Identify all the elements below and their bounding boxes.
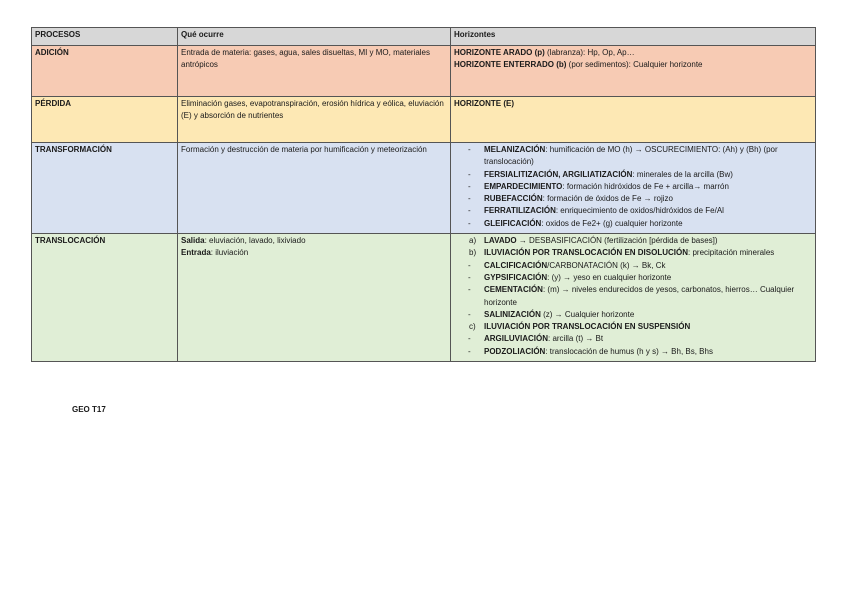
list-item: - FERRATILIZACIÓN: enriquecimiento de oxidos/hidróxidos de Fe/Al xyxy=(468,206,724,216)
item-marker: c) xyxy=(469,322,476,332)
horizontes-translocacion xyxy=(451,234,816,362)
item-text: : (m) → niveles endurecidos de yesos, carbonatos, hierros… Cualquier horizonte xyxy=(484,285,795,307)
footer-label: GEO T17 xyxy=(72,405,106,414)
horizonte-text: (labranza): Hp, Op, Ap… xyxy=(544,48,635,57)
item-marker: - xyxy=(468,272,471,282)
horizontes-transformacion xyxy=(451,143,816,234)
item-bold: MELANIZACIÓN xyxy=(484,145,546,154)
item-text: /CARBONATACIÓN (k) → Bk, Ck xyxy=(547,260,666,270)
item-text: : humificación de MO (h) → OSCURECIMIENTO: (Ah) y (Bh) (por translocación) xyxy=(484,145,778,167)
translocacion-list xyxy=(454,235,812,358)
list-item: - MELANIZACIÓN: humificación de MO (h) → OSCURECIMIENTO: (Ah) y (Bh) (por translocación) xyxy=(468,145,778,167)
item-marker: b) xyxy=(469,248,477,258)
processes-table xyxy=(31,27,816,362)
list-item xyxy=(454,309,812,321)
list-item xyxy=(454,284,812,309)
item-text: : formación de óxidos de Fe → rojizo xyxy=(542,194,673,204)
salida-line xyxy=(181,235,447,247)
row-transformacion xyxy=(32,143,816,234)
transformacion-list xyxy=(454,144,812,230)
ocurre-adicion: Entrada de materia: gases, agua, sales disueltas, MI y MO, materiales antrópicos xyxy=(178,46,451,97)
salida-text: : eluviación, lavado, lixiviado xyxy=(204,236,306,246)
item-marker: - xyxy=(468,334,471,344)
list-item xyxy=(454,346,812,358)
item-marker: a) xyxy=(469,236,477,246)
proceso-translocacion: TRANSLOCACIÓN xyxy=(32,234,178,362)
item-marker: - xyxy=(468,309,471,319)
item-bold: PODZOLIACIÓN xyxy=(484,346,546,356)
horizontes-adicion xyxy=(451,46,816,97)
item-bold: ILUVIACIÓN POR TRANSLOCACIÓN EN SUSPENSIÓN xyxy=(484,322,691,332)
item-bold: FERSIALITIZACIÓN, ARGILIATIZACIÓN xyxy=(484,169,633,179)
row-perdida xyxy=(32,97,816,143)
horizonte-e: HORIZONTE (E) xyxy=(454,99,514,108)
header-que-ocurre: Qué ocurre xyxy=(178,28,451,46)
horizontes-perdida xyxy=(451,97,816,143)
item-text: : translocación de humus (h y s) → Bh, Bs, Bhs xyxy=(545,346,713,356)
proceso-transformacion: TRANSFORMACIÓN xyxy=(32,143,178,234)
row-translocacion xyxy=(32,234,816,362)
item-bold: SALINIZACIÓN xyxy=(484,309,541,319)
item-text: : oxidos de Fe2+ (g) cualquier horizonte xyxy=(541,218,683,228)
item-bold: CALCIFICACIÓN xyxy=(484,260,548,270)
horizonte-line xyxy=(454,47,812,59)
list-item xyxy=(454,321,812,333)
item-bold: FERRATILIZACIÓN xyxy=(484,206,556,216)
item-text: : (y) → yeso en cualquier horizonte xyxy=(547,272,672,282)
proceso-perdida: PÉRDIDA xyxy=(32,97,178,143)
horizonte-enterrado: HORIZONTE ENTERRADO (b) xyxy=(454,60,567,70)
list-item xyxy=(454,235,812,247)
list-item: - FERSIALITIZACIÓN, ARGILIATIZACIÓN: minerales de la arcilla (Bw) xyxy=(468,169,733,179)
item-bold: GLEIFICACIÓN xyxy=(484,218,542,228)
item-bold: ARGILUVIACIÓN xyxy=(484,334,548,344)
item-bold: EMPARDECIMIENTO xyxy=(484,181,563,191)
list-item xyxy=(454,247,812,259)
item-text: : arcilla (t) → Bt xyxy=(548,334,604,344)
list-item: - GLEIFICACIÓN: oxidos de Fe2+ (g) cualquier horizonte xyxy=(468,218,683,228)
ocurre-translocacion xyxy=(178,234,451,362)
horizonte-text: (por sedimentos): Cualquier horizonte xyxy=(566,60,703,70)
item-marker: - xyxy=(468,285,471,295)
horizonte-line xyxy=(454,59,812,71)
list-item xyxy=(454,272,812,284)
proceso-adicion: ADICIÓN xyxy=(32,46,178,97)
header-horizontes: Horizontes xyxy=(451,28,816,46)
item-bold: ILUVIACIÓN POR TRANSLOCACIÓN EN DISOLUCIÓN xyxy=(484,248,689,258)
item-text: DESBASIFICACIÓN (fertilización [pérdida de bases]) xyxy=(526,236,718,246)
item-bold: CEMENTACIÓN xyxy=(484,285,543,295)
list-item: - EMPARDECIMIENTO: formación hidróxidos de Fe + arcilla→ marrón xyxy=(468,181,729,191)
list-item xyxy=(454,333,812,345)
row-adicion xyxy=(32,46,816,97)
ocurre-transformacion: Formación y destrucción de materia por humificación y meteorización xyxy=(178,143,451,234)
item-text: (z) → Cualquier horizonte xyxy=(540,309,635,319)
item-bold: GYPSIFICACIÓN xyxy=(484,272,548,282)
entrada-label: Entrada xyxy=(181,248,211,258)
list-item: - RUBEFACCIÓN: formación de óxidos de Fe → rojizo xyxy=(468,194,673,204)
entrada-text: : iluviación xyxy=(210,248,249,258)
item-text: : formación hidróxidos de Fe + arcilla→ marrón xyxy=(562,181,729,191)
table-header-row xyxy=(32,28,816,46)
horizonte-arado: HORIZONTE ARADO (p) xyxy=(454,48,545,57)
list-item xyxy=(454,260,812,272)
salida-label: Salida xyxy=(181,236,205,246)
item-marker: - xyxy=(468,346,471,356)
item-text: : enriquecimiento de oxidos/hidróxidos de Fe/Al xyxy=(555,206,724,216)
entrada-line xyxy=(181,247,447,259)
item-text: : minerales de la arcilla (Bw) xyxy=(632,169,733,179)
item-text: : precipitación minerales xyxy=(688,248,775,258)
item-marker: - xyxy=(468,260,471,270)
ocurre-perdida: Eliminación gases, evapotranspiración, erosión hídrica y eólica, eluviación (E) y absorción de nutrientes xyxy=(178,97,451,143)
item-bold: LAVADO → xyxy=(484,236,527,246)
header-procesos: PROCESOS xyxy=(32,28,178,46)
item-bold: RUBEFACCIÓN xyxy=(484,194,543,204)
